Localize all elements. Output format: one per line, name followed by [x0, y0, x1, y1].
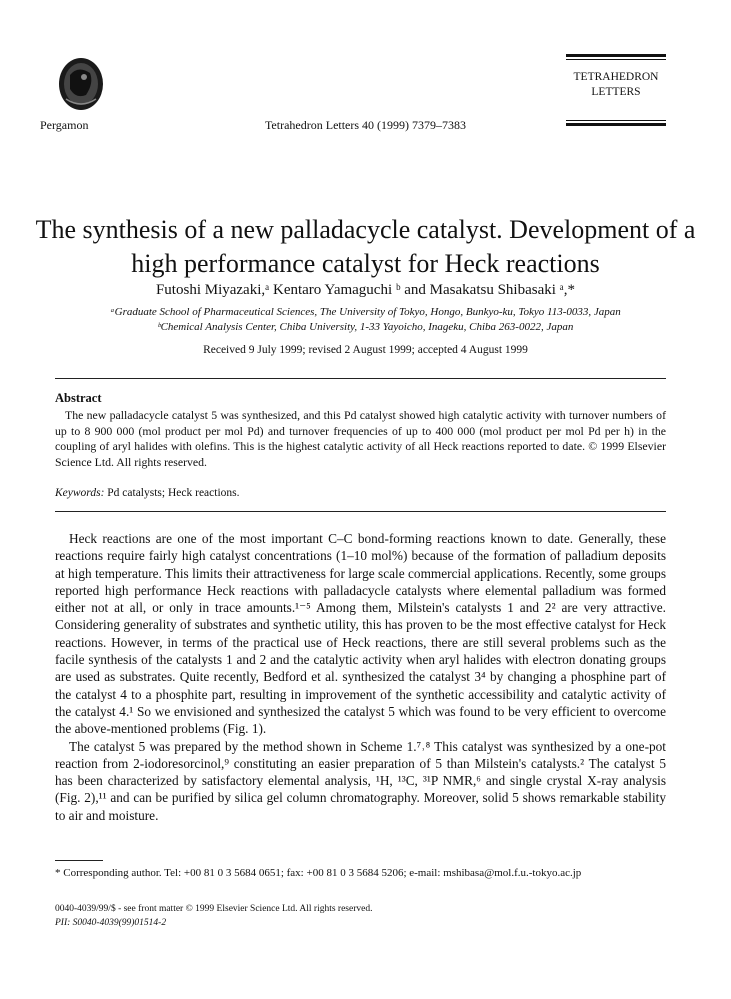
abstract-text: The new palladacycle catalyst 5 was synthesized, and this Pd catalyst showed high catalytic activity with turnover numbers of up to 8 900 000 (mol product per mol Pd) and turnover frequencies of up to 400 000 (mol product per mol Pd per h) in the coupling of aryl halides with olefins. This is the highest catalytic activity of all Heck reactions reported to date. © 1999 Elsevier Science Ltd. All rights reserved. [55, 408, 666, 469]
publisher-name: Pergamon [40, 118, 89, 132]
keywords [55, 487, 240, 499]
journal-citation: Tetrahedron Letters 40 (1999) 7379–7383 [264, 118, 467, 132]
header-rule-top [566, 54, 666, 57]
copyright-line: 0040-4039/99/$ - see front matter © 1999 Elsevier Science Ltd. All rights reserved. [55, 904, 373, 914]
abstract-heading: Abstract [55, 391, 102, 405]
keywords-value: Pd catalysts; Heck reactions. [107, 487, 240, 499]
affiliation-b: ᵇChemical Analysis Center, Chiba University, 1-33 Yayoicho, Inageku, Chiba 263-0022, Japan [157, 321, 574, 333]
pii-text: PII: S0040-4039(99)01514-2 [55, 918, 167, 928]
body-paragraph-2: The catalyst 5 was prepared by the method shown in Scheme 1.⁷˒⁸ This catalyst was synthesized by a one-pot reaction from 2-iodoresorcinol,⁹ constituting an easier preparation of 5 than Milstein's catalysts.² The catalyst 5 has been characterized by satisfactory elemental analysis, ¹H, ¹³C, ³¹P NMR,⁶ and single crystal X-ray analysis (Fig. 2),¹¹ and can be purified by silica gel column chromatography. Moreover, solid 5 shows remarkable stability to air and moisture. [55, 738, 666, 823]
article-title [30, 213, 701, 281]
received-dates: Received 9 July 1999; revised 2 August 1999; accepted 4 August 1999 [203, 344, 528, 356]
body-text [55, 530, 666, 824]
body-paragraph-1: Heck reactions are one of the most important C–C bond-forming reactions known to date. Generally, these reactions require fairly high catalyst concentrations (1–10 mol%) because of the formation of palladium deposits at high temperature. This limits their attractiveness for large scale commercial applications. Recently, some groups reported high performance Heck reactions with palladacycle catalysts where elemental palladium was formed either not at all, or only in trace amounts.¹⁻⁵ Among them, Milstein's catalysts 1 and 2² are very attractive. Considering generality of substrates and synthetic utility, this has proven to be the most effective catalyst for Heck reactions. However, in terms of the practical use of Heck reactions, there are still several problems such as the facile synthesis of the catalysts 1 and 2 and the catalytic activity when aryl halides with electron donating groups are used as substrates. Quite recently, Bedford et al. synthesized the catalyst 3⁴ by changing a phosphine part of the catalyst 4 to a phosphite part, resulting in improvement of the synthetic accessibility and catalytic activity of the catalyst 4.¹ So we envisioned and synthesized the catalyst 5 which was found to be very efficient to overcome the above-mentioned problems (Fig. 1). [55, 531, 666, 737]
journal-name [566, 70, 666, 100]
affiliation-a: ᵃGraduate School of Pharmaceutical Sciences, The University of Tokyo, Hongo, Bunkyo-ku, Tokyo 113-0033, Japan [110, 306, 621, 318]
corresponding-author-footnote: * Corresponding author. Tel: +00 81 0 3 5684 0651; fax: +00 81 0 3 5684 5206; e-mail: mshibasa@mol.f.u.-tokyo.ac.jp [55, 867, 582, 879]
title-line-2: high performance catalyst for Heck reactions [131, 249, 600, 278]
author-list: Futoshi Miyazaki,ᵃ Kentaro Yamaguchi ᵇ and Masakatsu Shibasaki ᵃ,* [155, 282, 576, 298]
header-rule-bottom [566, 123, 666, 126]
pii-line [55, 916, 372, 930]
journal-name-line2: LETTERS [591, 86, 641, 98]
keywords-label: Keywords: [55, 487, 105, 499]
header-rule-bottom-thin [566, 120, 666, 121]
abstract-bottom-rule [55, 511, 666, 512]
header-rule-top-thin [566, 59, 666, 60]
title-line-1: The synthesis of a new palladacycle catalyst. Development of a [35, 215, 696, 244]
footnote-rule [55, 860, 103, 861]
publisher-logo-icon [56, 55, 106, 117]
abstract-top-rule [55, 378, 666, 379]
copyright-block [55, 902, 372, 930]
journal-name-line1: TETRAHEDRON [573, 71, 659, 83]
